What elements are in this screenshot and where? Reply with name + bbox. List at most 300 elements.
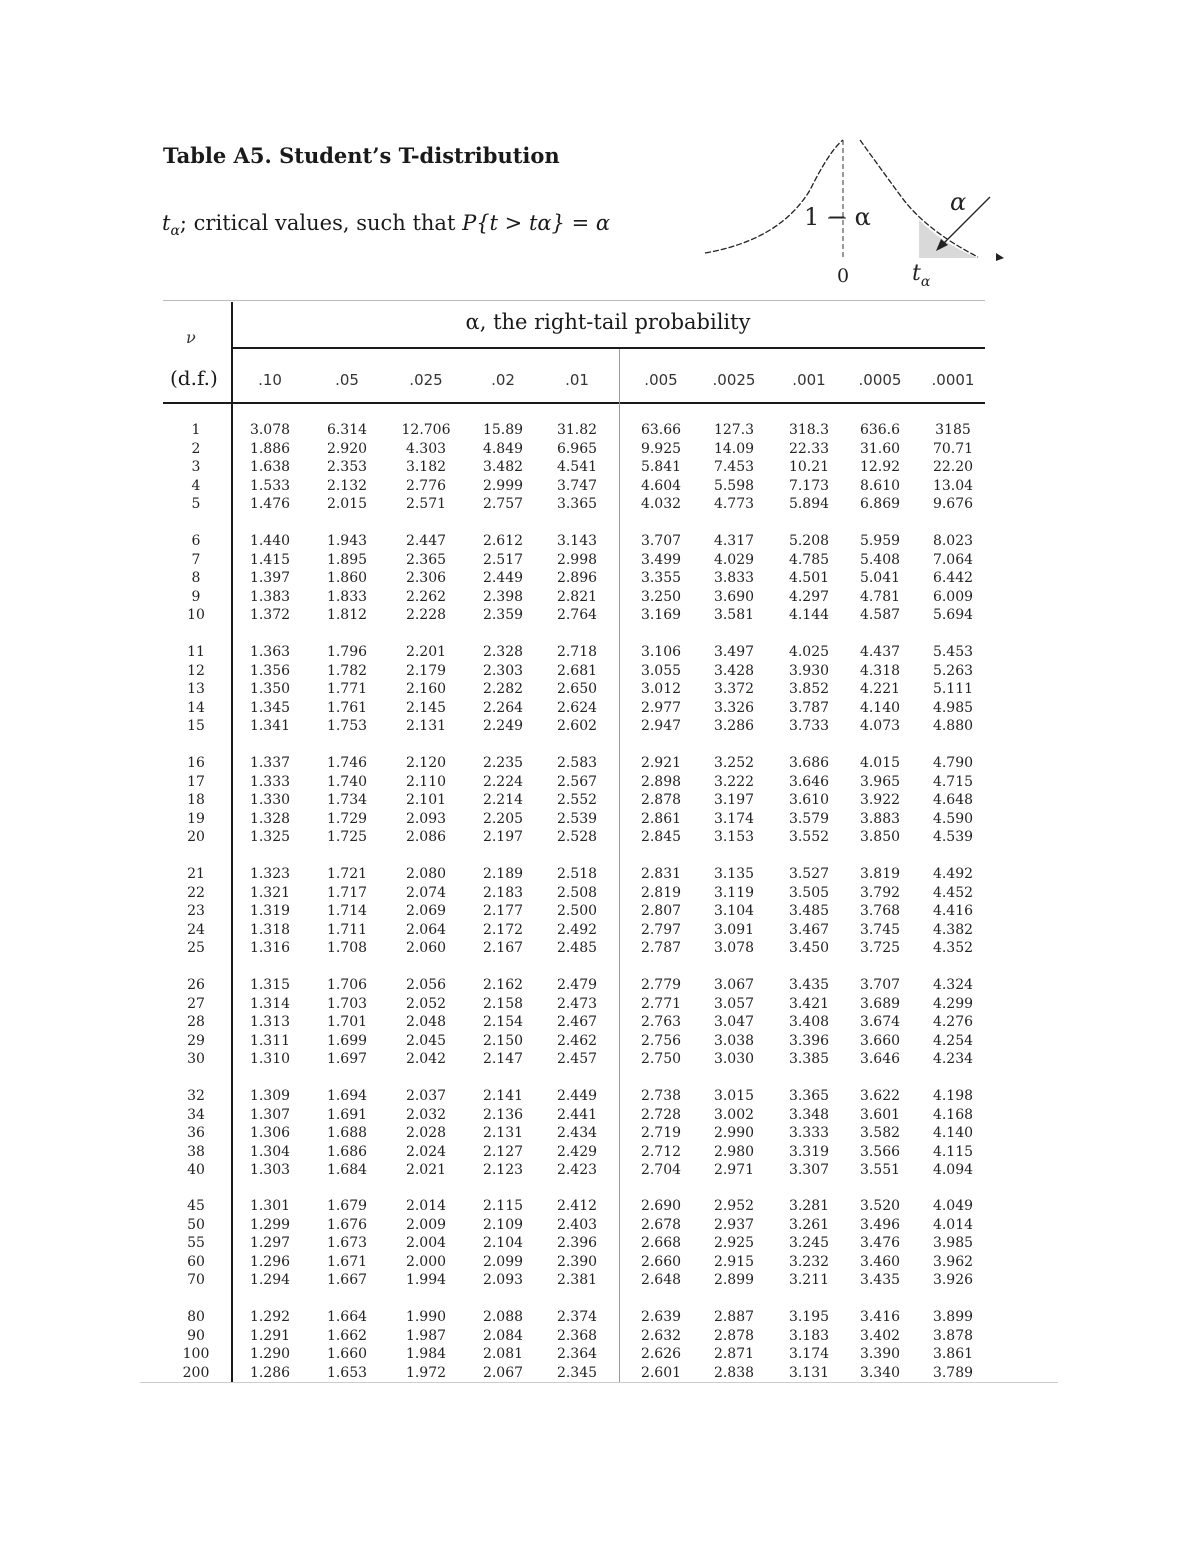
alpha-col-header: .025: [409, 371, 443, 389]
critical-value-cell: 1.694: [326, 1088, 368, 1104]
critical-value-cell: 1.691: [326, 1106, 368, 1123]
critical-value-cell: 3.030: [713, 1051, 755, 1067]
critical-value-cell: 1.311: [249, 1032, 291, 1049]
critical-value-cell: 3.926: [932, 1272, 974, 1288]
df-cell: 32: [187, 1088, 205, 1104]
critical-value-cell: 2.104: [482, 1235, 524, 1251]
critical-value-cell: 1.356: [249, 662, 291, 679]
df-cell: 8: [191, 570, 201, 586]
critical-value-cell: 2.528: [556, 829, 598, 845]
critical-value-cell: 3.819: [859, 866, 901, 882]
critical-value-cell: 2.441: [556, 1106, 598, 1123]
critical-value-cell: 1.708: [326, 940, 368, 956]
critical-value-cell: 3.435: [859, 1272, 901, 1288]
critical-value-cell: 1.860: [326, 570, 368, 586]
critical-value-cell: 2.345: [556, 1364, 598, 1381]
critical-value-cell: 1.476: [249, 496, 291, 512]
critical-value-cell: 3.707: [859, 977, 901, 993]
critical-value-cell: 3.689: [859, 995, 901, 1012]
df-cell: 90: [187, 1327, 205, 1344]
critical-value-cell: 2.457: [556, 1051, 598, 1067]
critical-value-cell: 5.041: [859, 570, 901, 586]
critical-value-cell: 1.397: [249, 570, 291, 586]
critical-value-cell: 4.221: [859, 681, 901, 697]
df-cell: 60: [187, 1253, 205, 1270]
critical-value-cell: 2.757: [482, 496, 524, 512]
critical-value-cell: 3.047: [713, 1014, 755, 1030]
critical-value-cell: 2.160: [405, 681, 447, 697]
critical-value-cell: 2.056: [405, 977, 447, 993]
critical-value-cell: 1.943: [326, 533, 368, 549]
critical-value-cell: 2.508: [556, 884, 598, 901]
critical-value-cell: 4.501: [788, 570, 830, 586]
critical-value-cell: 2.648: [640, 1272, 682, 1288]
critical-value-cell: 3.245: [788, 1235, 830, 1251]
critical-value-cell: 1.313: [249, 1014, 291, 1030]
critical-value-cell: 4.025: [788, 644, 830, 660]
critical-value-cell: 3.505: [788, 884, 830, 901]
critical-value-cell: 2.925: [713, 1235, 755, 1251]
critical-value-cell: 3.581: [713, 607, 755, 623]
critical-value-cell: 1.746: [326, 755, 368, 771]
critical-value-cell: 3.551: [859, 1162, 901, 1178]
critical-value-cell: 5.959: [859, 533, 901, 549]
critical-value-cell: 2.132: [326, 477, 368, 494]
df-cell: 4: [191, 477, 201, 494]
critical-value-cell: 6.869: [859, 496, 901, 512]
critical-value-cell: 4.437: [859, 644, 901, 660]
critical-value-cell: 2.821: [556, 588, 598, 605]
zero-label: 0: [837, 265, 850, 287]
critical-value-cell: 2.896: [556, 570, 598, 586]
alpha-col-header: .02: [491, 371, 515, 389]
critical-value-cell: 1.697: [326, 1051, 368, 1067]
critical-value-cell: 1.833: [326, 588, 368, 605]
tail-label: α: [950, 188, 967, 216]
critical-value-cell: 63.66: [640, 422, 682, 438]
critical-value-cell: 1.325: [249, 829, 291, 845]
critical-value-cell: 3.646: [859, 1051, 901, 1067]
critical-value-cell: 3.169: [640, 607, 682, 623]
critical-value-cell: 2.303: [482, 662, 524, 679]
critical-value-cell: 4.198: [932, 1088, 974, 1104]
critical-value-cell: 2.999: [482, 477, 524, 494]
critical-value-cell: 2.088: [482, 1309, 524, 1325]
df-cell: 17: [187, 773, 205, 790]
df-cell: 15: [187, 718, 205, 734]
critical-value-cell: 2.224: [482, 773, 524, 790]
critical-value-cell: 2.101: [405, 792, 447, 808]
critical-value-cell: 2.093: [405, 810, 447, 827]
critical-value-cell: 2.517: [482, 551, 524, 568]
alpha-col-header: .01: [565, 371, 589, 389]
critical-value-cell: 2.690: [640, 1198, 682, 1214]
critical-value-cell: 2.081: [482, 1346, 524, 1362]
critical-value-cell: 2.539: [556, 810, 598, 827]
critical-value-cell: 2.084: [482, 1327, 524, 1344]
critical-value-cell: 2.127: [482, 1143, 524, 1160]
critical-value-cell: 2.915: [713, 1253, 755, 1270]
critical-value-cell: 7.173: [788, 477, 830, 494]
critical-value-cell: 6.442: [932, 570, 974, 586]
critical-value-cell: 2.197: [482, 829, 524, 845]
df-cell: 9: [191, 588, 201, 605]
critical-value-cell: 2.947: [640, 718, 682, 734]
critical-value-cell: 1.363: [249, 644, 291, 660]
critical-value-cell: 1.688: [326, 1125, 368, 1141]
critical-value-cell: 2.462: [556, 1032, 598, 1049]
df-cell: 25: [187, 940, 205, 956]
critical-value-cell: 3.733: [788, 718, 830, 734]
critical-value-cell: 4.032: [640, 496, 682, 512]
critical-value-cell: 2.601: [640, 1364, 682, 1381]
critical-value-cell: 2.024: [405, 1143, 447, 1160]
critical-value-cell: 3.922: [859, 792, 901, 808]
critical-value-cell: 2.045: [405, 1032, 447, 1049]
critical-value-cell: 1.721: [326, 866, 368, 882]
critical-value-cell: 2.449: [482, 570, 524, 586]
critical-value-cell: 1.297: [249, 1235, 291, 1251]
critical-value-cell: 2.403: [556, 1216, 598, 1233]
critical-value-cell: 3.610: [788, 792, 830, 808]
critical-value-cell: 2.571: [405, 496, 447, 512]
critical-value-cell: 1.296: [249, 1253, 291, 1270]
critical-value-cell: 2.167: [482, 940, 524, 956]
critical-value-cell: 3.930: [788, 662, 830, 679]
critical-value-cell: 3.852: [788, 681, 830, 697]
critical-value-cell: 3.197: [713, 792, 755, 808]
critical-value-cell: 4.234: [932, 1051, 974, 1067]
critical-value-cell: 5.894: [788, 496, 830, 512]
critical-value-cell: 1.673: [326, 1235, 368, 1251]
critical-value-cell: 1.345: [249, 699, 291, 716]
critical-value-cell: 3.747: [556, 477, 598, 494]
critical-value-cell: 5.208: [788, 533, 830, 549]
critical-value-cell: 2.074: [405, 884, 447, 901]
critical-value-cell: 2.037: [405, 1088, 447, 1104]
critical-value-cell: 2.871: [713, 1346, 755, 1362]
critical-value-cell: 5.598: [713, 477, 755, 494]
critical-value-cell: 22.20: [932, 459, 974, 475]
critical-value-cell: 2.787: [640, 940, 682, 956]
alpha-col-header: .0001: [931, 371, 975, 389]
critical-value-cell: 3.348: [788, 1106, 830, 1123]
critical-value-cell: 1.782: [326, 662, 368, 679]
critical-value-cell: 3.131: [788, 1364, 830, 1381]
critical-value-cell: 1.304: [249, 1143, 291, 1160]
df-cell: 38: [187, 1143, 205, 1160]
critical-value-cell: 2.131: [405, 718, 447, 734]
critical-value-cell: 4.715: [932, 773, 974, 790]
subtitle-alpha-sub: α: [170, 223, 180, 240]
critical-value-cell: 3.435: [788, 977, 830, 993]
critical-value-cell: 3.385: [788, 1051, 830, 1067]
critical-value-cell: 3.106: [640, 644, 682, 660]
critical-value-cell: 14.09: [713, 440, 755, 457]
critical-value-cell: 2.952: [713, 1198, 755, 1214]
critical-value-cell: 4.140: [859, 699, 901, 716]
critical-value-cell: 2.518: [556, 866, 598, 882]
critical-value-cell: 2.183: [482, 884, 524, 901]
critical-value-cell: 3.833: [713, 570, 755, 586]
critical-value-cell: 2.396: [556, 1235, 598, 1251]
critical-value-cell: 3.078: [713, 940, 755, 956]
critical-value-cell: 4.254: [932, 1032, 974, 1049]
critical-value-cell: 2.704: [640, 1162, 682, 1178]
critical-value-cell: 2.158: [482, 995, 524, 1012]
critical-value-cell: 2.650: [556, 681, 598, 697]
critical-value-cell: 1.321: [249, 884, 291, 901]
critical-value-cell: 3.396: [788, 1032, 830, 1049]
critical-value-cell: 1.701: [326, 1014, 368, 1030]
df-cell: 12: [187, 662, 205, 679]
critical-value-cell: 2.807: [640, 903, 682, 919]
critical-value-cell: 2.060: [405, 940, 447, 956]
critical-value-cell: 636.6: [859, 422, 901, 438]
df-cell: 19: [187, 810, 205, 827]
critical-value-cell: 3.174: [788, 1346, 830, 1362]
df-cell: 20: [187, 829, 205, 845]
critical-value-cell: 10.21: [788, 459, 830, 475]
df-cell: 22: [187, 884, 205, 901]
critical-value-cell: 2.998: [556, 551, 598, 568]
critical-value-cell: 2.764: [556, 607, 598, 623]
critical-value-cell: 2.980: [713, 1143, 755, 1160]
alpha-col-header: .005: [644, 371, 678, 389]
critical-value-cell: 2.718: [556, 644, 598, 660]
critical-value-cell: 4.492: [932, 866, 974, 882]
critical-value-cell: 4.297: [788, 588, 830, 605]
critical-value-cell: 1.337: [249, 755, 291, 771]
critical-value-cell: 1.662: [326, 1327, 368, 1344]
critical-value-cell: 2.861: [640, 810, 682, 827]
critical-value-cell: 4.015: [859, 755, 901, 771]
critical-value-cell: 2.136: [482, 1106, 524, 1123]
critical-value-cell: 3.091: [713, 921, 755, 938]
critical-value-cell: 3.622: [859, 1088, 901, 1104]
critical-value-cell: 3.686: [788, 755, 830, 771]
critical-value-cell: 4.849: [482, 440, 524, 457]
critical-value-cell: 2.971: [713, 1162, 755, 1178]
critical-value-cell: 2.000: [405, 1253, 447, 1270]
critical-value-cell: 2.189: [482, 866, 524, 882]
critical-value-cell: 8.023: [932, 533, 974, 549]
critical-value-cell: 1.972: [405, 1364, 447, 1381]
critical-value-cell: 22.33: [788, 440, 830, 457]
critical-value-cell: 2.110: [405, 773, 447, 790]
critical-value-cell: 1.734: [326, 792, 368, 808]
critical-value-cell: 2.064: [405, 921, 447, 938]
critical-value-cell: 4.790: [932, 755, 974, 771]
critical-value-cell: 3.222: [713, 773, 755, 790]
critical-value-cell: 3.281: [788, 1198, 830, 1214]
critical-value-cell: 2.067: [482, 1364, 524, 1381]
df-cell: 200: [182, 1364, 210, 1381]
df-cell: 100: [182, 1346, 210, 1362]
critical-value-cell: 2.479: [556, 977, 598, 993]
critical-value-cell: 3.660: [859, 1032, 901, 1049]
critical-value-cell: 1.714: [326, 903, 368, 919]
critical-value-cell: 1.319: [249, 903, 291, 919]
critical-value-cell: 1.987: [405, 1327, 447, 1344]
critical-value-cell: 1.328: [249, 810, 291, 827]
critical-value-cell: 4.382: [932, 921, 974, 938]
critical-value-cell: 2.048: [405, 1014, 447, 1030]
critical-value-cell: 2.412: [556, 1198, 598, 1214]
critical-value-cell: 2.624: [556, 699, 598, 716]
critical-value-cell: 2.009: [405, 1216, 447, 1233]
critical-value-cell: 2.004: [405, 1235, 447, 1251]
critical-value-cell: 2.120: [405, 755, 447, 771]
critical-value-cell: 2.093: [482, 1272, 524, 1288]
critical-value-cell: 3.104: [713, 903, 755, 919]
critical-value-cell: 3.195: [788, 1309, 830, 1325]
critical-value-cell: 6.314: [326, 422, 368, 438]
critical-value-cell: 2.390: [556, 1253, 598, 1270]
critical-value-cell: 5.453: [932, 644, 974, 660]
critical-value-cell: 1.303: [249, 1162, 291, 1178]
critical-value-cell: 1.306: [249, 1125, 291, 1141]
critical-value-cell: 1.316: [249, 940, 291, 956]
critical-value-cell: 1.717: [326, 884, 368, 901]
critical-value-cell: 1.686: [326, 1143, 368, 1160]
critical-value-cell: 4.785: [788, 551, 830, 568]
critical-value-cell: 2.328: [482, 644, 524, 660]
critical-value-cell: 1.286: [249, 1364, 291, 1381]
critical-value-cell: 4.539: [932, 829, 974, 845]
critical-value-cell: 1.667: [326, 1272, 368, 1288]
critical-value-cell: 1.994: [405, 1272, 447, 1288]
critical-value-cell: 2.612: [482, 533, 524, 549]
critical-value-cell: 3.450: [788, 940, 830, 956]
subtitle-formula: P{t > tα} = α: [462, 211, 611, 235]
page-title: Table A5. Student’s T-distribution: [163, 143, 560, 168]
critical-value-cell: 1.638: [249, 459, 291, 475]
critical-value-cell: 3.211: [788, 1272, 830, 1288]
critical-value-cell: 3.582: [859, 1125, 901, 1141]
critical-value-cell: 2.179: [405, 662, 447, 679]
df-cell: 45: [187, 1198, 205, 1214]
df-cell: 10: [187, 607, 205, 623]
critical-value-cell: 3.485: [788, 903, 830, 919]
critical-value-cell: 3.476: [859, 1235, 901, 1251]
df-cell: 80: [187, 1309, 205, 1325]
critical-value-cell: 2.485: [556, 940, 598, 956]
df-cell: 14: [187, 699, 205, 716]
center-label: 1 − α: [804, 203, 871, 231]
critical-value-cell: 3.787: [788, 699, 830, 716]
critical-value-cell: 2.878: [640, 792, 682, 808]
critical-value-cell: 2.032: [405, 1106, 447, 1123]
critical-value-cell: 2.750: [640, 1051, 682, 1067]
critical-value-cell: 3.055: [640, 662, 682, 679]
critical-value-cell: 70.71: [932, 440, 974, 457]
critical-value-cell: 2.109: [482, 1216, 524, 1233]
critical-value-cell: 3.015: [713, 1088, 755, 1104]
df-cell: 7: [191, 551, 201, 568]
critical-value-cell: 7.064: [932, 551, 974, 568]
critical-value-cell: 3.646: [788, 773, 830, 790]
critical-value-cell: 3.319: [788, 1143, 830, 1160]
alpha-col-header: .05: [335, 371, 359, 389]
critical-value-cell: 2.150: [482, 1032, 524, 1049]
critical-value-cell: 3.499: [640, 551, 682, 568]
critical-value-cell: 2.429: [556, 1143, 598, 1160]
critical-value-cell: 3.153: [713, 829, 755, 845]
critical-value-cell: 2.838: [713, 1364, 755, 1381]
critical-value-cell: 2.500: [556, 903, 598, 919]
critical-value-cell: 2.282: [482, 681, 524, 697]
critical-value-cell: 2.249: [482, 718, 524, 734]
critical-value-cell: 4.416: [932, 903, 974, 919]
critical-value-cell: 2.365: [405, 551, 447, 568]
df-cell: 36: [187, 1125, 205, 1141]
critical-value-cell: 5.111: [932, 681, 974, 697]
critical-value-cell: 2.353: [326, 459, 368, 475]
critical-value-cell: 2.776: [405, 477, 447, 494]
critical-value-cell: 3.252: [713, 755, 755, 771]
critical-value-cell: 2.779: [640, 977, 682, 993]
critical-value-cell: 1.307: [249, 1106, 291, 1123]
critical-value-cell: 2.447: [405, 533, 447, 549]
critical-value-cell: 2.819: [640, 884, 682, 901]
critical-value-cell: 12.706: [401, 422, 451, 438]
critical-value-cell: 1.753: [326, 718, 368, 734]
critical-value-cell: 1.990: [405, 1309, 447, 1325]
critical-value-cell: 2.147: [482, 1051, 524, 1067]
critical-value-cell: 2.583: [556, 755, 598, 771]
critical-value-cell: 1.684: [326, 1162, 368, 1178]
critical-value-cell: 1.706: [326, 977, 368, 993]
critical-value-cell: 3.601: [859, 1106, 901, 1123]
alpha-header: α, the right-tail probability: [465, 310, 751, 334]
critical-value-cell: 1.301: [249, 1198, 291, 1214]
critical-value-cell: 1.314: [249, 995, 291, 1012]
critical-value-cell: 3.038: [713, 1032, 755, 1049]
critical-value-cell: 2.364: [556, 1346, 598, 1362]
critical-value-cell: 1.725: [326, 829, 368, 845]
critical-value-cell: 4.115: [932, 1143, 974, 1160]
critical-value-cell: 1.330: [249, 792, 291, 808]
critical-value-cell: 4.880: [932, 718, 974, 734]
critical-value-cell: 3.460: [859, 1253, 901, 1270]
critical-value-cell: 2.028: [405, 1125, 447, 1141]
critical-value-cell: 1.729: [326, 810, 368, 827]
critical-value-cell: 2.878: [713, 1327, 755, 1344]
df-cell: 18: [187, 792, 205, 808]
df-header: (d.f.): [170, 366, 218, 390]
critical-value-cell: 2.990: [713, 1125, 755, 1141]
critical-value-cell: 2.887: [713, 1309, 755, 1325]
critical-value-cell: 2.162: [482, 977, 524, 993]
df-cell: 23: [187, 903, 205, 919]
critical-value-cell: 1.984: [405, 1346, 447, 1362]
critical-value-cell: 4.773: [713, 496, 755, 512]
critical-value-cell: 1.664: [326, 1309, 368, 1325]
t-alpha-label: $t_\alpha$: [912, 261, 931, 290]
critical-value-cell: 2.712: [640, 1143, 682, 1160]
critical-value-cell: 2.177: [482, 903, 524, 919]
critical-value-cell: 4.590: [932, 810, 974, 827]
critical-value-cell: 5.408: [859, 551, 901, 568]
df-cell: 70: [187, 1272, 205, 1288]
critical-value-cell: 4.168: [932, 1106, 974, 1123]
alpha-col-header: .001: [792, 371, 826, 389]
critical-value-cell: 2.473: [556, 995, 598, 1012]
critical-value-cell: 3.792: [859, 884, 901, 901]
critical-value-cell: 2.668: [640, 1235, 682, 1251]
critical-value-cell: 3.340: [859, 1364, 901, 1381]
